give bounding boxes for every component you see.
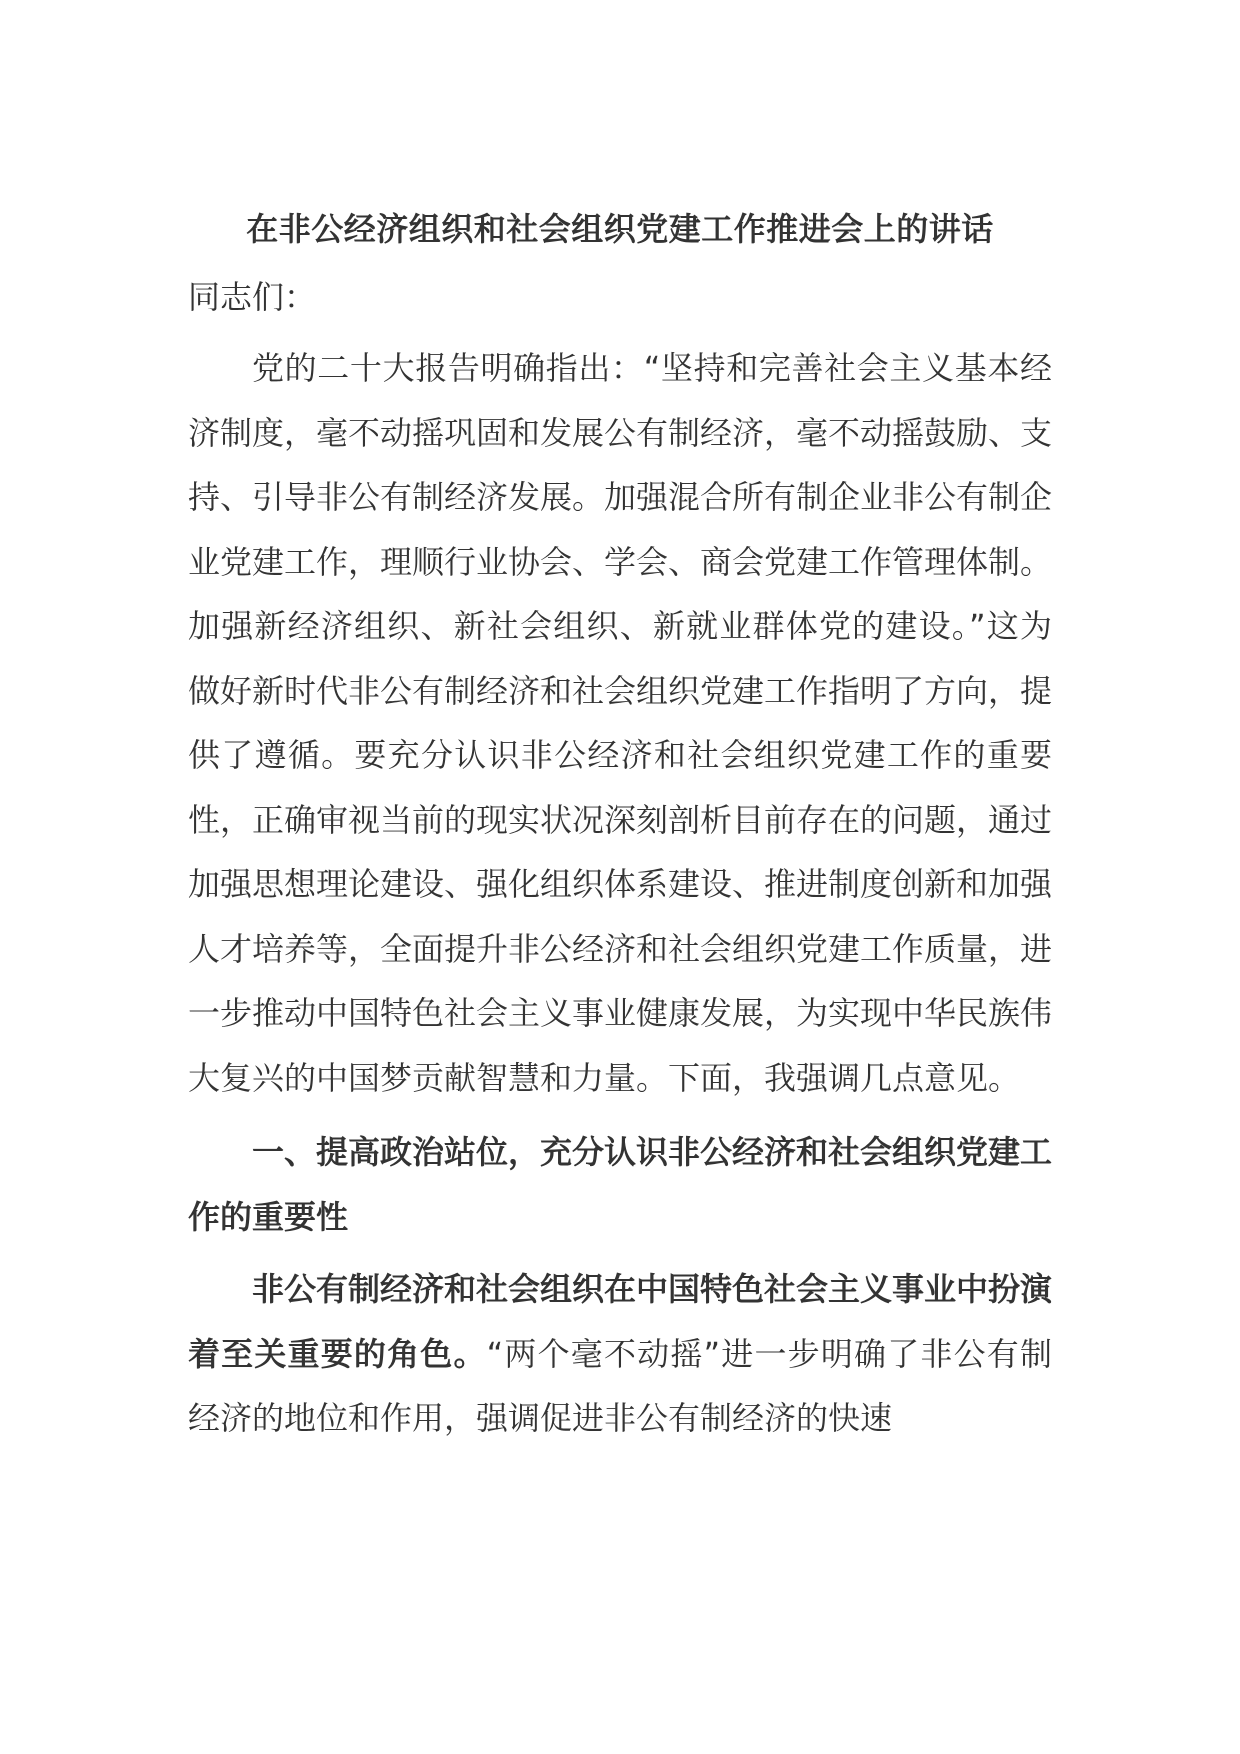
paragraph-section-1 [188,1257,1052,1451]
document-title: 在非公经济组织和社会组织党建工作推进会上的讲话 [246,210,994,248]
paragraph-intro: 党的二十大报告明确指出：“坚持和完善社会主义基本经济制度，毫不动摇巩固和发展公有制经济，毫不动摇鼓励、支持、引导非公有制经济发展。加强混合所有制企业非公有制企业党建工作，理顺行业协会、学会、商会党建工作管理体制。加强新经济组织、新社会组织、新就业群体党的建设。”这为做好新时代非公有制经济和社会组织党建工作指明了方向，提供了遵循。要充分认识非公经济和社会组织党建工作的重要性，正确审视当前的现实状况深刻剖析目前存在的问题，通过加强思想理论建设、强化组织体系建设、推进制度创新和加强人才培养等，全面提升非公经济和社会组织党建工作质量，进一步推动中国特色社会主义事业健康发展，为实现中华民族伟大复兴的中国梦贡献智慧和力量。下面，我强调几点意见。 [188,349,1053,1097]
salutation: 同志们： [188,278,317,316]
paragraph-lead-sentence: 非公有制经济和社会组织在中国特色社会主义事业中扮演着至关重要的角色。 [188,1270,1053,1373]
paragraph-body-text: “两个毫不动摇”进一步明确了非公有制经济的地位和作用，强调促进非公有制经济的快速 [188,1334,1052,1437]
document-body [188,200,1052,1451]
section-heading-1: 一、提高政治站位，充分认识非公经济和社会组织党建工作的重要性 [188,1133,1053,1236]
